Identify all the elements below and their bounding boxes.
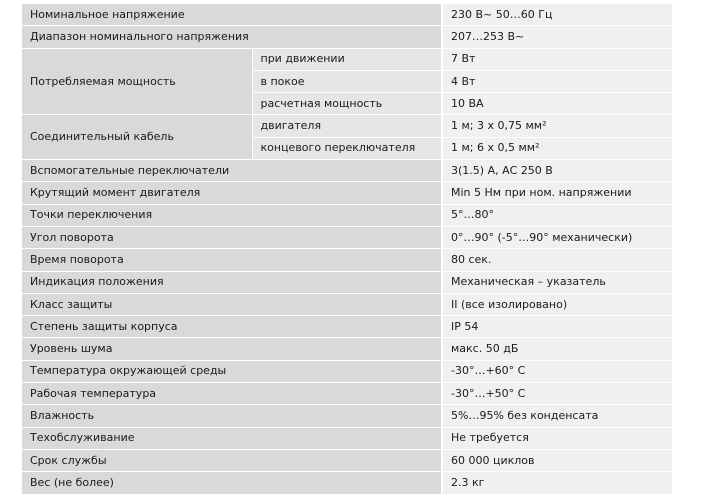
spec-value: 3(1.5) А, АС 250 В [442,160,672,182]
table-row [22,360,672,382]
spec-label: Вес (не более) [22,472,442,494]
spec-group-label: Потребляемая мощность [22,48,252,115]
spec-value: 2.3 кг [442,472,672,494]
table-row [22,383,672,405]
table-row [22,4,672,26]
table-row [22,271,672,293]
spec-value: 7 Вт [442,48,672,70]
spec-value: 5°…80° [442,204,672,226]
table-row [22,316,672,338]
spec-value: 60 000 циклов [442,449,672,471]
spec-label: Срок службы [22,449,442,471]
spec-label: Точки переключения [22,204,442,226]
table-row [22,160,672,182]
spec-value: 10 ВА [442,93,672,115]
spec-value: 1 м; 6 х 0,5 мм² [442,137,672,159]
spec-value: 5%…95% без конденсата [442,405,672,427]
specifications-table [22,4,672,495]
spec-label: Температура окружающей среды [22,360,442,382]
spec-value: 4 Вт [442,70,672,92]
table-row [22,472,672,494]
spec-label: Класс защиты [22,293,442,315]
spec-sub-label: концевого переключателя [252,137,442,159]
spec-label: Степень защиты корпуса [22,316,442,338]
table-row [22,182,672,204]
table-row [22,26,672,48]
spec-value: Механическая – указатель [442,271,672,293]
spec-value: Min 5 Нм при ном. напряжении [442,182,672,204]
spec-label: Рабочая температура [22,383,442,405]
spec-label: Время поворота [22,249,442,271]
spec-sub-label: двигателя [252,115,442,137]
spec-label: Вспомогательные переключатели [22,160,442,182]
spec-value: 1 м; 3 х 0,75 мм² [442,115,672,137]
table-row [22,204,672,226]
table-row [22,115,672,137]
spec-value: 0°…90° (-5°…90° механически) [442,226,672,248]
spec-value: 80 сек. [442,249,672,271]
spec-group-label: Соединительный кабель [22,115,252,160]
spec-sub-label: в покое [252,70,442,92]
spec-label: Уровень шума [22,338,442,360]
table-row [22,405,672,427]
spec-sub-label: при движении [252,48,442,70]
spec-label: Номинальное напряжение [22,4,442,26]
spec-value: 207…253 В~ [442,26,672,48]
spec-value: II (все изолировано) [442,293,672,315]
table-row [22,293,672,315]
spec-label: Крутящий момент двигателя [22,182,442,204]
spec-label: Влажность [22,405,442,427]
table-row [22,449,672,471]
spec-value: 230 В~ 50…60 Гц [442,4,672,26]
table-row [22,48,672,70]
spec-label: Техобслуживание [22,427,442,449]
spec-value: IP 54 [442,316,672,338]
spec-label: Угол поворота [22,226,442,248]
spec-label: Диапазон номинального напряжения [22,26,442,48]
table-row [22,226,672,248]
spec-value: -30°…+50° С [442,383,672,405]
spec-label: Индикация положения [22,271,442,293]
table-row [22,338,672,360]
spec-value: макс. 50 дБ [442,338,672,360]
spec-value: -30°…+60° С [442,360,672,382]
table-row [22,249,672,271]
spec-sub-label: расчетная мощность [252,93,442,115]
table-row [22,427,672,449]
spec-value: Не требуется [442,427,672,449]
